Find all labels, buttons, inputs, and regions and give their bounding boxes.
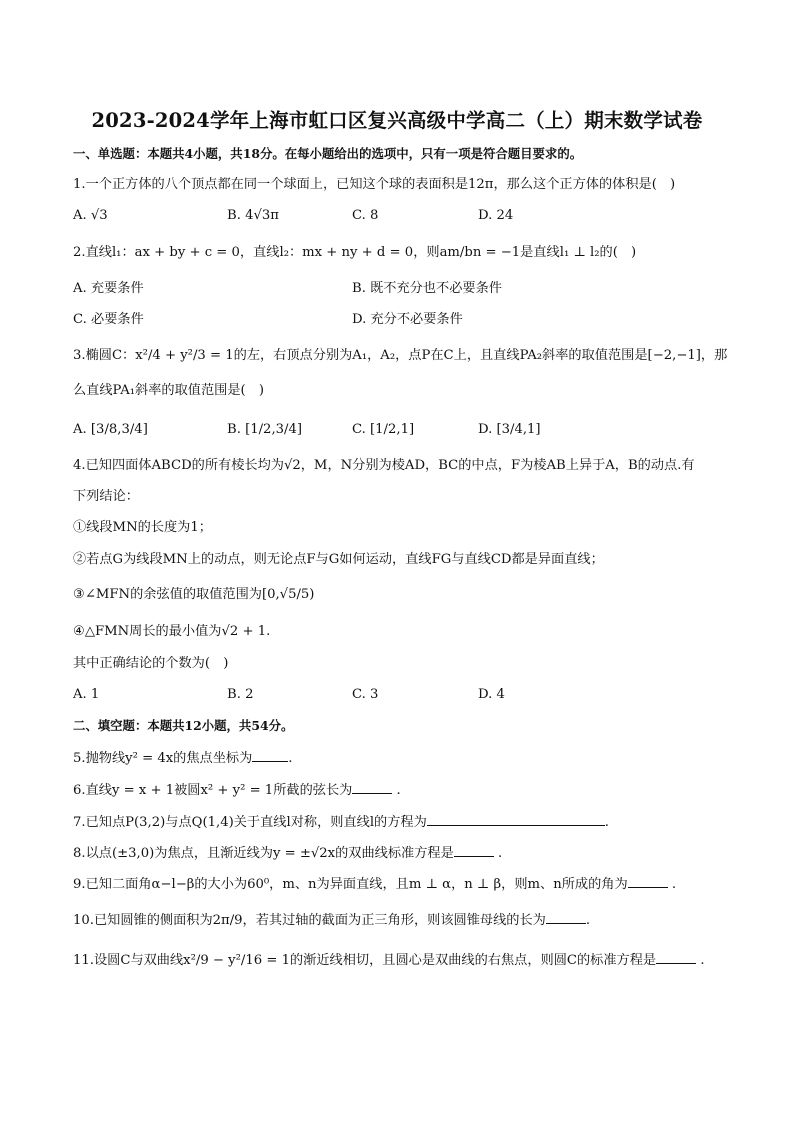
question-3-stem-line1: 3.椭圆C：x²/4 + y²/3 = 1的左，右顶点分别为A₁，A₂，点P在C上，且直线PA₂斜率的取值范围是[−2,−1]，那 (73, 348, 728, 363)
question-9-end: . (671, 877, 677, 892)
section-fill-blank-heading: 二、填空题：本题共12小题，共54分。 (73, 718, 294, 733)
question-3-option-c: C. [1/2,1] (352, 422, 415, 437)
question-10-end: . (585, 913, 591, 928)
question-8-text: 8.以点(±3,0)为焦点，且渐近线为y = ±√2x的双曲线标准方程是 (73, 846, 454, 861)
question-1-option-b: B. 4√3π (227, 208, 279, 223)
question-4-option-c: C. 3 (352, 687, 379, 702)
question-3-option-b: B. [1/2,3/4] (227, 422, 303, 437)
question-6-end: . (396, 783, 401, 798)
question-10 (73, 910, 590, 931)
question-5-end: . (288, 751, 293, 766)
question-8-end: . (498, 846, 503, 861)
question-9-text: 9.已知二面角α−l−β的大小为60⁰，m、n为异面直线，且m ⊥ α，n ⊥ β，则m、n所成的角为 (73, 877, 628, 892)
question-1-option-a: A. √3 (73, 208, 108, 223)
question-3-option-a: A. [3/8,3/4] (73, 422, 148, 437)
section-single-choice-heading: 一、单选题：本题共4小题，共18分。在每小题给出的选项中，只有一项是符合题目要求的。 (73, 146, 583, 161)
question-5 (73, 748, 292, 769)
question-11-text: 11.设圆C与双曲线x²/9 − y²/16 = 1的渐近线相切，且圆心是双曲线的右焦点，则圆C的标准方程是 (73, 953, 657, 968)
question-2-option-d: D. 充分不必要条件 (352, 312, 463, 327)
question-4-stem-line2: 下列结论： (73, 489, 139, 504)
question-4-option-b: B. 2 (227, 687, 254, 702)
question-4-stem-line1: 4.已知四面体ABCD的所有棱长均为√2，M，N分别为棱AD，BC的中点，F为棱AB上异于A，B的动点.有 (73, 458, 695, 473)
exam-title: 2023-2024学年上海市虹口区复兴高级中学高二（上）期末数学试卷 (91, 109, 703, 132)
question-6-blank (352, 780, 392, 794)
question-7-end: . (604, 815, 609, 830)
question-8 (73, 843, 502, 864)
question-6 (73, 780, 401, 801)
question-7-blank (427, 812, 605, 826)
question-2-option-a: A. 充要条件 (73, 281, 144, 296)
question-10-blank (546, 910, 586, 924)
question-4-conclusion-4: ④△FMN周长的最小值为√2 + 1. (73, 624, 271, 639)
question-9-blank (628, 874, 668, 888)
question-4-conclusion-2: ②若点G为线段MN上的动点，则无论点F与G如何运动，直线FG与直线CD都是异面直线； (73, 552, 604, 567)
question-1-option-c: C. 8 (352, 208, 379, 223)
question-2-option-b: B. 既不充分也不必要条件 (352, 281, 502, 296)
question-6-text: 6.直线y = x + 1被圆x² + y² = 1所截的弦长为 (73, 783, 353, 798)
question-5-text: 5.抛物线y² = 4x的焦点坐标为 (73, 751, 253, 766)
question-4-option-d: D. 4 (478, 687, 505, 702)
question-3-option-d: D. [3/4,1] (478, 422, 541, 437)
question-11-blank (656, 950, 696, 964)
question-1-option-d: D. 24 (478, 208, 514, 223)
question-2-option-c: C. 必要条件 (73, 312, 144, 327)
question-4-option-a: A. 1 (73, 687, 100, 702)
question-1-stem: 1.一个正方体的八个顶点都在同一个球面上，已知这个球的表面积是12π，那么这个正方体的体积是( ) (73, 177, 676, 192)
question-4-ask: 其中正确结论的个数为( ) (73, 656, 229, 671)
question-11-end: . (700, 953, 705, 968)
question-7 (73, 812, 609, 833)
question-3-stem-line2: 么直线PA₁斜率的取值范围是( ) (73, 383, 265, 398)
question-9 (73, 874, 676, 895)
question-4-conclusion-3: ③∠MFN的余弦值的取值范围为[0,√5/5) (73, 587, 315, 602)
question-2-stem: 2.直线l₁：ax + by + c = 0，直线l₂：mx + ny + d = 0，则am/bn = −1是直线l₁ ⊥ l₂的( ) (73, 245, 637, 260)
question-11 (73, 950, 705, 971)
question-10-text: 10.已知圆锥的侧面积为2π/9，若其过轴的截面为正三角形，则该圆锥母线的长为 (73, 913, 546, 928)
question-8-blank (454, 843, 494, 857)
question-4-conclusion-1: ①线段MN的长度为1； (73, 520, 212, 535)
question-5-blank (252, 748, 288, 762)
question-7-text: 7.已知点P(3,2)与点Q(1,4)关于直线l对称，则直线l的方程为 (73, 815, 427, 830)
